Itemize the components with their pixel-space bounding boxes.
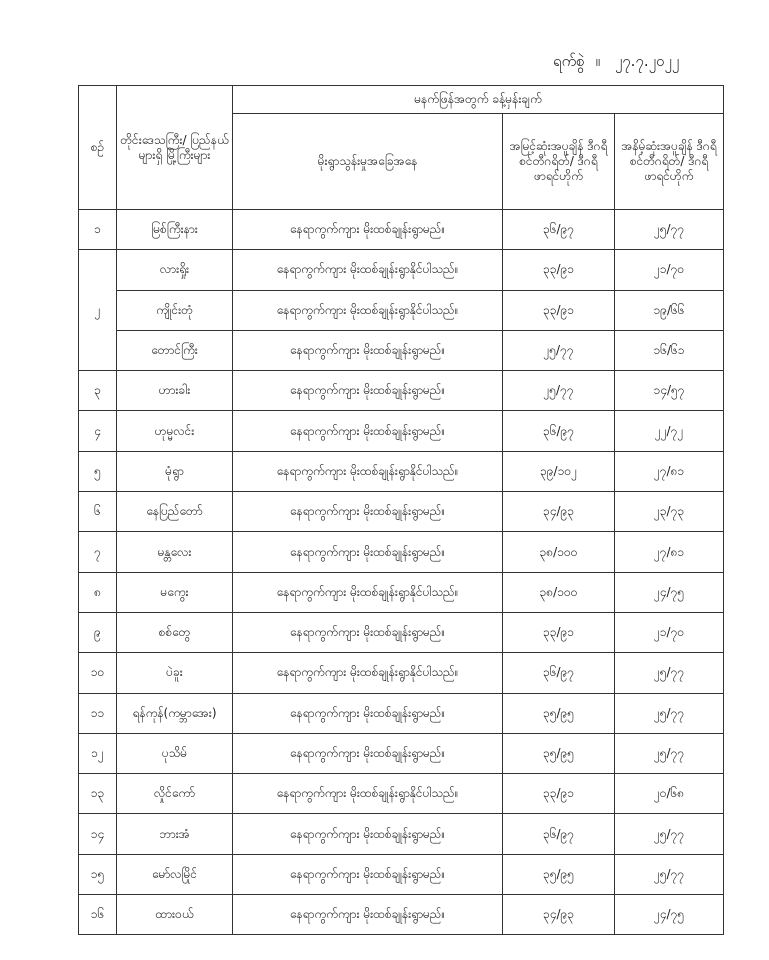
row-min-temp: ၂၅/၇၇	[615, 210, 724, 250]
row-max-temp: ၃၃/၉၁	[503, 612, 615, 652]
row-min-temp: ၂၇/၈၁	[615, 532, 724, 572]
row-max-temp: ၃၉/၁၀၂	[503, 451, 615, 491]
header-max-temp: အမြင့်ဆုံးအပူချိန် ဒီဂရီစင်တီဂရိတ်/ ဒီဂရီဖာရင်ဟိုက်	[503, 114, 615, 210]
row-max-temp: ၃၆/၉၇	[503, 210, 615, 250]
header-no: စဉ်	[79, 86, 117, 210]
row-no: ၃	[79, 371, 117, 411]
row-max-temp: ၃၃/၉၁	[503, 774, 615, 814]
row-weather: နေရာကွက်ကျား မိုးထစ်ချုန်းရွာနိုင်ပါသည်။	[233, 653, 503, 693]
table-row	[79, 250, 724, 290]
row-min-temp: ၁၉/၆၆	[615, 290, 724, 330]
row-no: ၉	[79, 612, 117, 652]
row-city: ကျိုင်းတုံ	[117, 290, 233, 330]
table-row	[79, 492, 724, 532]
row-max-temp: ၃၆/၉၇	[503, 653, 615, 693]
table-row	[79, 330, 724, 370]
row-no: ၄	[79, 411, 117, 451]
row-weather: နေရာကွက်ကျား မိုးထစ်ချုန်းရွာမည်။	[233, 210, 503, 250]
table-row	[79, 532, 724, 572]
row-min-temp: ၂၁/၇၀	[615, 250, 724, 290]
row-no: ၁၀	[79, 653, 117, 693]
table-row	[79, 733, 724, 773]
row-weather: နေရာကွက်ကျား မိုးထစ်ချုန်းရွာနိုင်ပါသည်။	[233, 290, 503, 330]
row-no: ၁၂	[79, 733, 117, 773]
date-value: ၂၇.၇.၂၀၂၂	[614, 52, 680, 70]
row-max-temp: ၃၆/၉၇	[503, 411, 615, 451]
row-weather: နေရာကွက်ကျား မိုးထစ်ချုန်းရွာနိုင်ပါသည်။	[233, 572, 503, 612]
row-weather: နေရာကွက်ကျား မိုးထစ်ချုန်းရွာနိုင်ပါသည်။	[233, 774, 503, 814]
header-forecast-group: မနက်ဖြန်အတွက် ခန့်မှန်းချက်	[233, 86, 724, 114]
row-max-temp: ၃၈/၁၀၀	[503, 532, 615, 572]
date-separator: ။	[595, 52, 601, 70]
table-row	[79, 612, 724, 652]
table-row	[79, 451, 724, 491]
row-min-temp: ၂၃/၇၃	[615, 492, 724, 532]
row-max-temp: ၂၅/၇၇	[503, 371, 615, 411]
row-min-temp: ၂၅/၇၇	[615, 854, 724, 894]
row-min-temp: ၁၄/၅၇	[615, 371, 724, 411]
row-max-temp: ၃၄/၉၃	[503, 492, 615, 532]
row-min-temp: ၂၄/၇၅	[615, 572, 724, 612]
row-min-temp: ၂၁/၇၀	[615, 612, 724, 652]
row-max-temp: ၃၈/၁၀၀	[503, 572, 615, 612]
row-city: မကွေး	[117, 572, 233, 612]
table-row	[79, 814, 724, 854]
row-city: မုံရွာ	[117, 451, 233, 491]
row-weather: နေရာကွက်ကျား မိုးထစ်ချုန်းရွာနိုင်ပါသည်။	[233, 451, 503, 491]
table-row	[79, 210, 724, 250]
row-weather: နေရာကွက်ကျား မိုးထစ်ချုန်းရွာမည်။	[233, 371, 503, 411]
row-weather: နေရာကွက်ကျား မိုးထစ်ချုန်းရွာမည်။	[233, 895, 503, 935]
table-row	[79, 290, 724, 330]
header-weather: မိုးရွာသွန်းမှုအခြေအနေ	[233, 114, 503, 210]
row-max-temp: ၃၅/၉၅	[503, 693, 615, 733]
row-max-temp: ၃၅/၉၅	[503, 733, 615, 773]
row-no: ၁၅	[79, 854, 117, 894]
row-city: ထားဝယ်	[117, 895, 233, 935]
row-city: ပဲခူး	[117, 653, 233, 693]
row-weather: နေရာကွက်ကျား မိုးထစ်ချုန်းရွာမည်။	[233, 492, 503, 532]
table-row	[79, 693, 724, 733]
row-max-temp: ၃၅/၉၅	[503, 854, 615, 894]
row-city: တောင်ကြီး	[117, 330, 233, 370]
date-label: ရက်စွဲ	[553, 52, 585, 70]
row-no: ၁၄	[79, 814, 117, 854]
row-weather: နေရာကွက်ကျား မိုးထစ်ချုန်းရွာမည်။	[233, 814, 503, 854]
row-min-temp: ၁၆/၆၁	[615, 330, 724, 370]
row-no: ၁	[79, 210, 117, 250]
row-min-temp: ၂၀/၆၈	[615, 774, 724, 814]
date-line	[553, 52, 743, 74]
row-weather: နေရာကွက်ကျား မိုးထစ်ချုန်းရွာမည်။	[233, 612, 503, 652]
row-no: ၂	[79, 250, 117, 371]
row-no: ၁၁	[79, 693, 117, 733]
table-row	[79, 854, 724, 894]
row-city: ရန်ကုန်(ကမ္ဘာအေး)	[117, 693, 233, 733]
row-weather: နေရာကွက်ကျား မိုးထစ်ချုန်းရွာမည်။	[233, 330, 503, 370]
header-region: တိုင်းဒေသကြီး/ ပြည်နယ်များရှိ မြို့ကြီးများ	[117, 86, 233, 210]
row-min-temp: ၂၅/၇၇	[615, 814, 724, 854]
row-min-temp: ၂၄/၇၅	[615, 895, 724, 935]
row-max-temp: ၃၃/၉၁	[503, 250, 615, 290]
row-min-temp: ၂၇/၈၁	[615, 451, 724, 491]
row-no: ၇	[79, 532, 117, 572]
row-city: လားရှိုး	[117, 250, 233, 290]
row-city: ဘားအံ	[117, 814, 233, 854]
row-min-temp: ၂၅/၇၇	[615, 653, 724, 693]
row-city: မန္တလေး	[117, 532, 233, 572]
row-no: ၈	[79, 572, 117, 612]
row-no: ၁၃	[79, 774, 117, 814]
row-min-temp: ၂၂/၇၂	[615, 411, 724, 451]
row-min-temp: ၂၅/၇၇	[615, 733, 724, 773]
row-weather: နေရာကွက်ကျား မိုးထစ်ချုန်းရွာမည်။	[233, 532, 503, 572]
row-city: နေပြည်တော်	[117, 492, 233, 532]
table-row	[79, 774, 724, 814]
row-no: ၅	[79, 451, 117, 491]
row-city: ပုသိမ်	[117, 733, 233, 773]
row-no: ၁၆	[79, 895, 117, 935]
table-row	[79, 895, 724, 935]
row-no: ၆	[79, 492, 117, 532]
table-row	[79, 653, 724, 693]
row-city: ဟားခါး	[117, 371, 233, 411]
row-city: စစ်တွေ	[117, 612, 233, 652]
table-row	[79, 371, 724, 411]
row-max-temp: ၃၄/၉၃	[503, 895, 615, 935]
row-weather: နေရာကွက်ကျား မိုးထစ်ချုန်းရွာနိုင်ပါသည်။	[233, 250, 503, 290]
row-weather: နေရာကွက်ကျား မိုးထစ်ချုန်းရွာမည်။	[233, 693, 503, 733]
row-min-temp: ၂၅/၇၇	[615, 693, 724, 733]
row-max-temp: ၃၆/၉၇	[503, 814, 615, 854]
row-city: လှိုင်ကော်	[117, 774, 233, 814]
row-city: မြစ်ကြီးနား	[117, 210, 233, 250]
row-max-temp: ၃၃/၉၁	[503, 290, 615, 330]
row-weather: နေရာကွက်ကျား မိုးထစ်ချုန်းရွာမည်။	[233, 411, 503, 451]
forecast-table	[78, 85, 724, 935]
row-city: ဟုမ္မလင်း	[117, 411, 233, 451]
row-max-temp: ၂၅/၇၇	[503, 330, 615, 370]
header-min-temp: အနိမ့်ဆုံးအပူချိန် ဒီဂရီစင်တီဂရိတ်/ ဒီဂရီဖာရင်ဟိုက်	[615, 114, 724, 210]
table-row	[79, 572, 724, 612]
table-row	[79, 411, 724, 451]
row-city: မော်လမြိုင်	[117, 854, 233, 894]
row-weather: နေရာကွက်ကျား မိုးထစ်ချုန်းရွာမည်။	[233, 733, 503, 773]
row-weather: နေရာကွက်ကျား မိုးထစ်ချုန်းရွာမည်။	[233, 854, 503, 894]
